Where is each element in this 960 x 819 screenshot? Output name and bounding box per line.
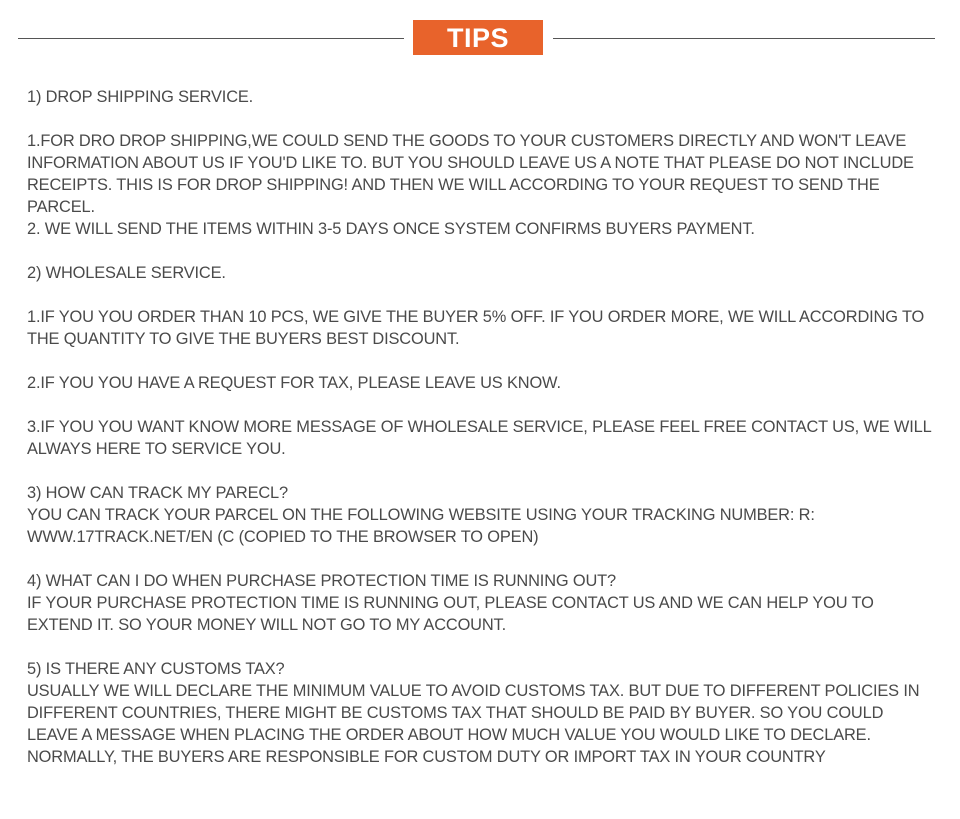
section-heading: 4) WHAT CAN I DO WHEN PURCHASE PROTECTION TIME IS RUNNING OUT? [27,572,616,590]
section-paragraph: USUALLY WE WILL DECLARE THE MINIMUM VALUE TO AVOID CUSTOMS TAX. BUT DUE TO DIFFERENT POLICIES IN DIFFERENT COUNTRIES, THERE MIGHT BE CUSTOMS TAX THAT SHOULD BE PAID BY BUYER. SO YOU COULD LEAVE A MESSAGE WHEN PLACING THE ORDER ABOUT HOW MUCH VALUE YOU WOULD LIKE TO DECLARE. [27,682,920,744]
tips-header [0,20,960,56]
tips-title: TIPS [446,23,509,53]
tips-content [27,86,937,768]
section-paragraph: 2. WE WILL SEND THE ITEMS WITHIN 3-5 DAYS ONCE SYSTEM CONFIRMS BUYERS PAYMENT. [27,220,755,238]
left-divider [18,38,404,39]
right-divider [553,38,935,39]
section-tracking [27,482,937,548]
section-heading: 2) WHOLESALE SERVICE. [27,264,226,282]
section-paragraph: 3.IF YOU YOU WANT KNOW MORE MESSAGE OF WHOLESALE SERVICE, PLEASE FEEL FREE CONTACT US, WE WILL ALWAYS HERE TO SERVICE YOU. [27,418,931,458]
section-paragraph: IF YOUR PURCHASE PROTECTION TIME IS RUNNING OUT, PLEASE CONTACT US AND WE CAN HELP YOU TO EXTEND IT. SO YOUR MONEY WILL NOT GO TO MY ACCOUNT. [27,594,874,634]
section-heading: 5) IS THERE ANY CUSTOMS TAX? [27,660,285,678]
tips-title-badge [413,20,543,55]
section-purchase-protection [27,570,937,636]
section-heading: 3) HOW CAN TRACK MY PARECL? [27,484,288,502]
section-heading: 1) DROP SHIPPING SERVICE. [27,88,254,106]
section-paragraph: 2.IF YOU YOU HAVE A REQUEST FOR TAX, PLEASE LEAVE US KNOW. [27,374,561,392]
section-paragraph: NORMALLY, THE BUYERS ARE RESPONSIBLE FOR CUSTOM DUTY OR IMPORT TAX IN YOUR COUNTRY [27,748,826,766]
section-paragraph: 1.FOR DRO DROP SHIPPING,WE COULD SEND THE GOODS TO YOUR CUSTOMERS DIRECTLY AND WON'T LEAVE INFORMATION ABOUT US IF YOU'D LIKE TO. BUT YOU SHOULD LEAVE US A NOTE THAT PLEASE DO NOT INCLUDE RECEIPTS. THIS IS FOR DROP SHIPPING! AND THEN WE WILL ACCORDING TO YOUR REQUEST TO SEND THE PARCEL. [27,132,914,216]
section-wholesale [27,262,937,460]
section-paragraph: 1.IF YOU YOU ORDER THAN 10 PCS, WE GIVE THE BUYER 5% OFF. IF YOU ORDER MORE, WE WILL ACCORDING TO THE QUANTITY TO GIVE THE BUYERS BEST DISCOUNT. [27,308,925,348]
section-drop-shipping [27,86,937,240]
section-customs-tax [27,658,937,768]
section-paragraph: YOU CAN TRACK YOUR PARCEL ON THE FOLLOWING WEBSITE USING YOUR TRACKING NUMBER: R: WWW.17TRACK.NET/EN (C (COPIED TO THE BROWSER TO OPEN) [27,506,815,546]
